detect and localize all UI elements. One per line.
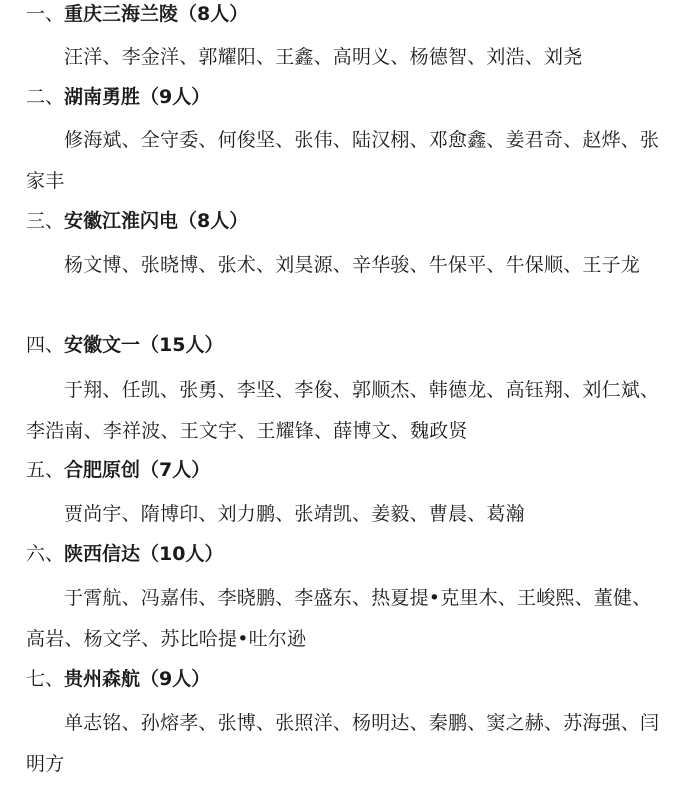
group-heading-7 — [26, 666, 210, 692]
group-title: 陕西信达（10人） — [64, 543, 224, 565]
group-number: 六、 — [26, 543, 65, 565]
group-heading-4 — [26, 332, 223, 358]
group-members-3: 杨文博、张晓博、张术、刘昊源、辛华骏、牛保平、牛保顺、王子龙 — [64, 254, 641, 276]
group-members-1: 汪洋、李金洋、郭耀阳、王鑫、高明义、杨德智、刘浩、刘尧 — [64, 46, 583, 68]
group-number: 四、 — [26, 334, 65, 356]
group-number: 五、 — [26, 459, 65, 481]
group-heading-6 — [26, 541, 223, 567]
group-heading-2 — [26, 84, 210, 110]
group-members-2: 修海斌、全守委、何俊坚、张伟、陆汉栩、邓愈鑫、姜君奇、赵烨、张家丰 — [26, 129, 660, 192]
group-title: 合肥原创（7人） — [64, 459, 211, 481]
group-members-7: 单志铭、孙熔孝、张博、张照洋、杨明达、秦鹏、窦之赫、苏海强、闫明方 — [26, 712, 660, 775]
group-title: 湖南勇胜（9人） — [64, 86, 211, 108]
group-title: 贵州森航（9人） — [64, 668, 211, 690]
group-members-4: 于翔、任凯、张勇、李坚、李俊、郭顺杰、韩德龙、高钰翔、刘仁斌、李浩南、李祥波、王文宇、王耀锋、薛博文、魏政贤 — [26, 379, 660, 442]
group-heading-5 — [26, 457, 210, 483]
group-title: 重庆三海兰陵（8人） — [64, 3, 249, 25]
group-title: 安徽江淮闪电（8人） — [64, 210, 249, 232]
group-number: 七、 — [26, 668, 65, 690]
group-members-5: 贾尚宇、隋博印、刘力鹏、张靖凯、姜毅、曹晨、葛瀚 — [64, 503, 525, 525]
group-number: 一、 — [26, 3, 65, 25]
group-number: 三、 — [26, 210, 65, 232]
group-heading-1 — [26, 1, 248, 27]
group-members-6: 于霄航、冯嘉伟、李晓鹏、李盛东、热夏提•克里木、王峻熙、董健、高岩、杨文学、苏比哈提•吐尔逊 — [26, 587, 652, 650]
group-heading-3 — [26, 208, 248, 234]
group-title: 安徽文一（15人） — [64, 334, 224, 356]
group-number: 二、 — [26, 86, 65, 108]
